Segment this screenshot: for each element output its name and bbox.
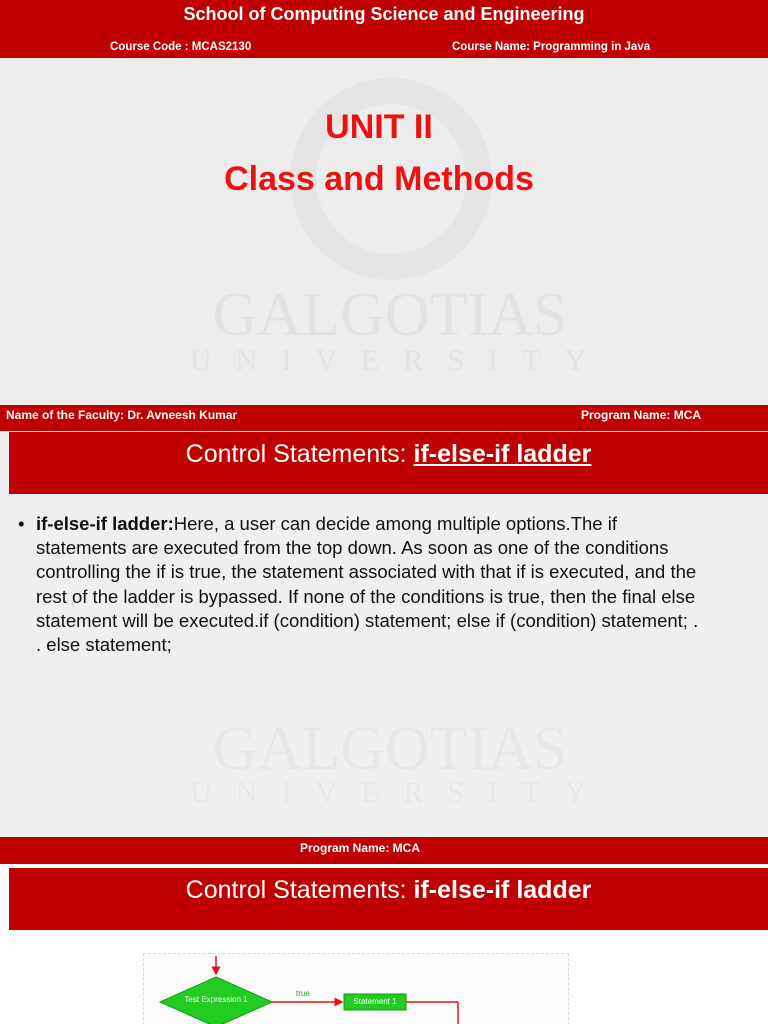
lead-term: if-else-if ladder:	[36, 513, 174, 534]
title-prefix: Control Statements:	[185, 876, 414, 904]
title-emphasis: if-else-if ladder	[413, 440, 592, 468]
program-name: Program Name: MCA	[299, 841, 421, 855]
body-text: Here, a user can decide among multiple options.The if statements are executed from the top down. As soon as one of the conditions controlling the if is true, the statement associated with that if is executed, and the rest of the ladder is bypassed. If none of the conditions is true, then the final else statement will be executed.if (condition) statement; else if (condition) statement; . . else statement;	[36, 513, 699, 656]
slide-title	[9, 876, 768, 905]
watermark-line2: UNIVERSITY	[190, 776, 610, 809]
title-slide	[0, 0, 768, 432]
slide-footer	[0, 405, 768, 431]
slide-footer	[0, 837, 768, 864]
bullet-paragraph	[18, 512, 708, 657]
true-label: true	[296, 989, 310, 998]
paragraph-text	[36, 512, 708, 657]
unit-title: UNIT II	[325, 108, 433, 146]
course-name: Course Name: Programming in Java	[452, 41, 651, 53]
school-name: School of Computing Science and Engineering	[183, 4, 585, 24]
watermark-line1: GALGOTIAS	[212, 715, 568, 783]
slide-title-bar	[9, 868, 768, 930]
slide-title	[9, 440, 768, 469]
watermark-line1: GALGOTIAS	[212, 281, 568, 349]
flowchart-svg	[144, 954, 568, 1024]
title-prefix: Control Statements:	[185, 440, 414, 468]
course-code: Course Code : MCAS2130	[110, 41, 252, 53]
flowchart-slide	[0, 864, 768, 1024]
content-slide	[0, 432, 768, 864]
faculty-name: Name of the Faculty: Dr. Avneesh Kumar	[6, 408, 238, 422]
decision-label: Test Expression 1	[184, 995, 248, 1004]
slide-header	[0, 0, 768, 58]
bullet-icon: •	[18, 513, 25, 534]
statement-label: Statement 1	[353, 997, 397, 1006]
flowchart-diagram	[143, 953, 569, 1024]
slide-title-bar	[9, 432, 768, 494]
watermark-line2: UNIVERSITY	[190, 344, 610, 377]
topic-title: Class and Methods	[224, 160, 534, 198]
title-emphasis: if-else-if ladder	[413, 876, 592, 904]
program-name: Program Name: MCA	[581, 408, 702, 422]
